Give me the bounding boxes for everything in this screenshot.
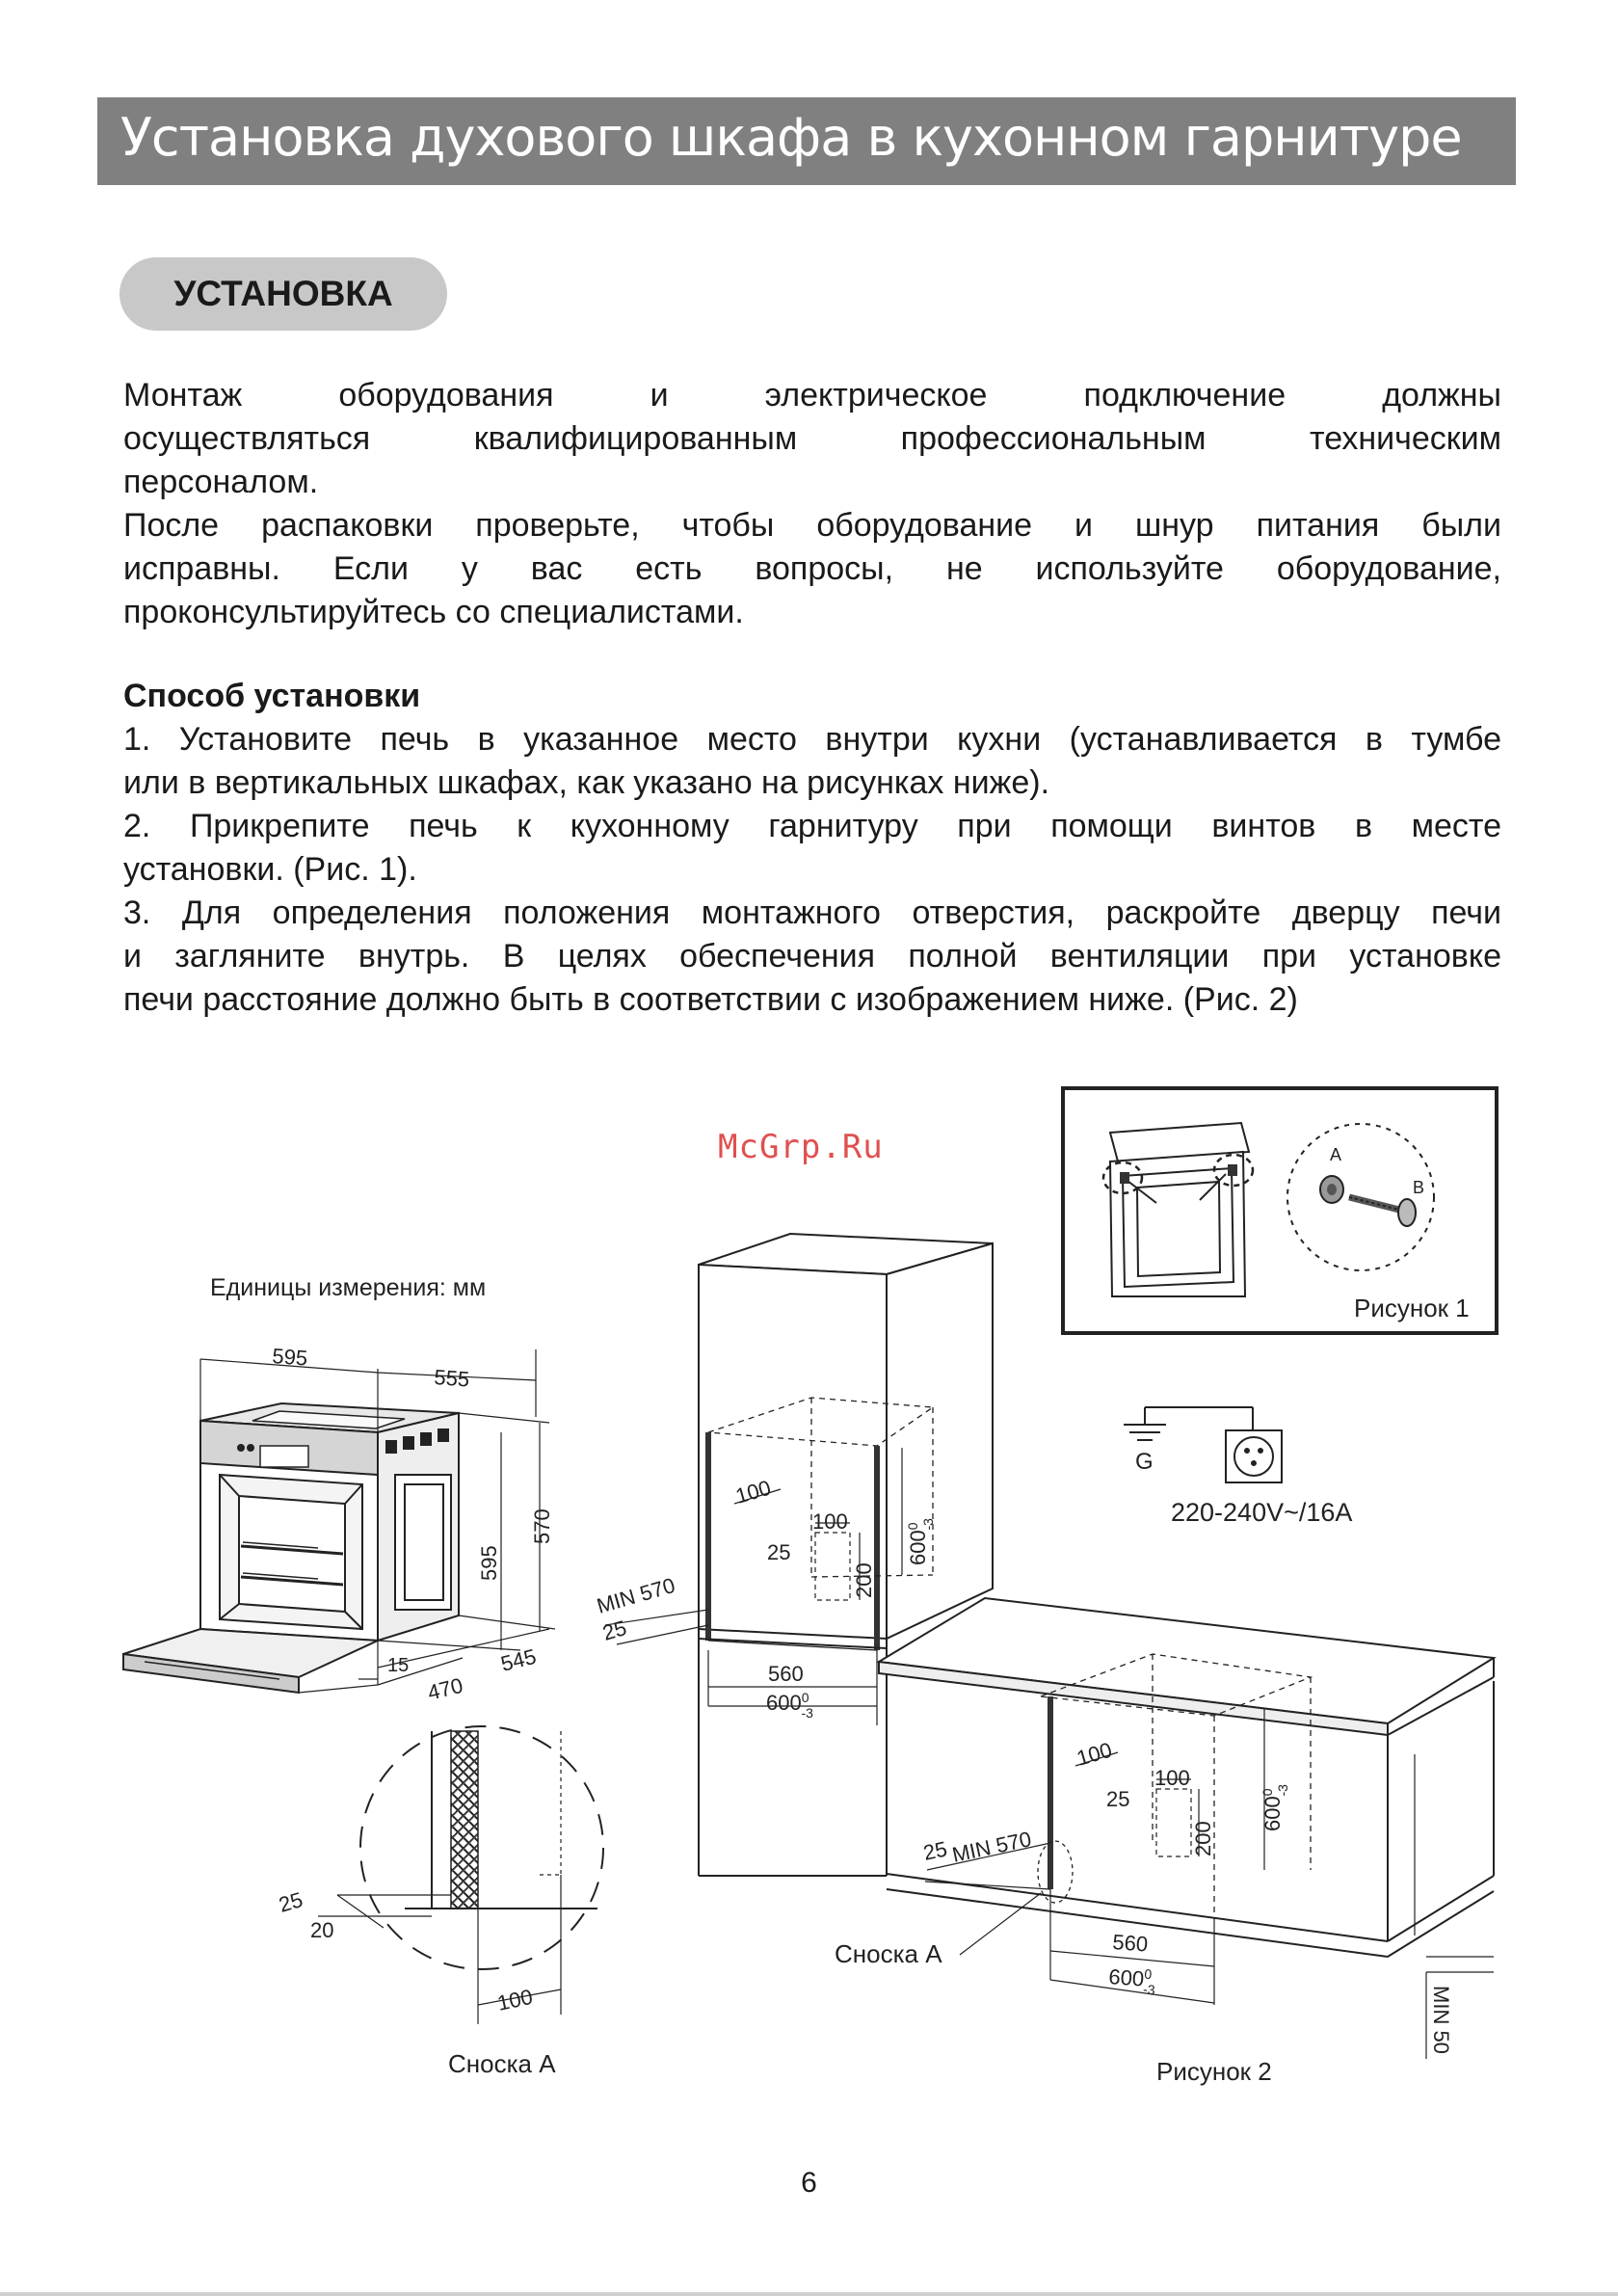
tall-dim-560: 560 [768,1662,804,1686]
watermark: McGrp.Ru [718,1128,884,1166]
callout-dim-100: 100 [494,1984,535,2016]
method-heading: Способ установки [123,678,421,714]
under-dim-600v-main: 600 [1260,1796,1285,1831]
method-line: 2. Прикрепите печь к кухонному гарнитуру при помощи винтов в месте [123,808,1501,844]
dim-545: 545 [498,1643,539,1676]
under-dim-600v-sup: 0 [1260,1788,1275,1797]
ground-label: G [1135,1449,1154,1475]
under-dim-200: 200 [1191,1821,1215,1856]
under-dim-600v [1260,1784,1290,1831]
tall-dim-600h-sup: 0 [801,1690,809,1705]
figure-1 [1063,1088,1497,1333]
tall-dim-min570: MIN 570 [594,1572,678,1618]
tall-dim-200: 200 [852,1562,876,1598]
screw-detail [1287,1124,1434,1270]
tall-dim-100b: 100 [812,1509,848,1534]
tall-dim-25b: 25 [599,1615,629,1645]
under-callout-label: Сноска А [835,1939,942,1968]
intro-line: осуществляться квалифицированным профессиональным техническим [123,420,1501,457]
under-dim-600v-sub: -3 [1275,1784,1290,1797]
tall-dim-600h [766,1690,813,1721]
page-title: Установка духового шкафа в кухонном гарнитуре [120,107,1462,168]
under-dim-100b: 100 [1154,1766,1190,1790]
under-dim-100a: 100 [1074,1737,1115,1771]
under-dim-600h [1107,1963,1156,1997]
oven-front-sketch [1103,1123,1253,1296]
tall-dim-600v-sup: 0 [905,1522,920,1531]
dim-470: 470 [425,1672,465,1705]
dim-595-height: 595 [477,1545,501,1581]
callout-dim-20: 20 [310,1918,334,1942]
page-bottom-edge [0,2292,1618,2296]
tall-dim-600v-sub: -3 [920,1518,936,1531]
intro-line: После распаковки проверьте, чтобы оборудование и шнур питания были [123,507,1501,544]
dim-555-depth: 555 [433,1365,471,1392]
method-line: 1. Установите печь в указанное место внутри кухни (устанавливается в тумбе [123,721,1501,758]
method-line: печи расстояние должно быть в соответствии с изображением ниже. (Рис. 2) [123,981,1298,1018]
section-badge-label: УСТАНОВКА [173,274,393,313]
callout-a-caption: Сноска А [448,2049,556,2078]
units-label: Единицы измерения: мм [210,1274,487,1301]
page-number: 6 [801,2167,817,2199]
intro-line: персоналом. [123,464,319,500]
under-dim-min50: MIN 50 [1429,1986,1453,2054]
under-dim-25b: 25 [920,1836,949,1865]
method-line: 3. Для определения положения монтажного отверстия, раскройте дверцу печи [123,894,1501,931]
callout-a-detail [276,1726,603,2078]
intro-line: проконсультируйтесь со специалистами. [123,594,744,630]
dim-570-height: 570 [530,1508,554,1544]
under-dim-600h-sup: 0 [1143,1965,1153,1983]
tall-dim-600h-sub: -3 [801,1705,813,1721]
electrical-connection [1124,1407,1352,1527]
label-b: B [1413,1178,1425,1197]
dim-15: 15 [387,1655,410,1676]
under-dim-25: 25 [1106,1787,1130,1811]
oven-perspective [123,1274,555,1705]
method-line: или в вертикальных шкафах, как указано на рисунках ниже). [123,764,1050,801]
tall-dim-600v-main: 600 [906,1530,930,1565]
under-dim-min570: MIN 570 [949,1827,1034,1867]
tall-dim-600h-main: 600 [766,1691,802,1715]
label-a: A [1330,1145,1342,1164]
figure-2-caption: Рисунок 2 [1156,2057,1272,2086]
under-dim-600h-sub: -3 [1142,1981,1156,1998]
method-line: установки. (Рис. 1). [123,851,417,888]
intro-line: Монтаж оборудования и электрическое подключение должны [123,377,1501,414]
tall-dim-100a: 100 [732,1475,774,1508]
intro-line: исправны. Если у вас есть вопросы, не используйте оборудование, [123,550,1501,587]
callout-dim-25: 25 [276,1887,305,1917]
tall-cabinet [594,1234,993,1876]
under-counter-unit [835,1598,1494,2059]
under-dim-600h-main: 600 [1107,1964,1146,1991]
tall-dim-25: 25 [767,1540,791,1564]
figure-1-caption: Рисунок 1 [1354,1294,1470,1322]
dim-595-width: 595 [271,1344,309,1371]
power-rating: 220-240V~/16A [1171,1498,1353,1527]
method-line: и загляните внутрь. В целях обеспечения полной вентиляции при установке [123,938,1501,974]
under-dim-560: 560 [1111,1930,1150,1957]
